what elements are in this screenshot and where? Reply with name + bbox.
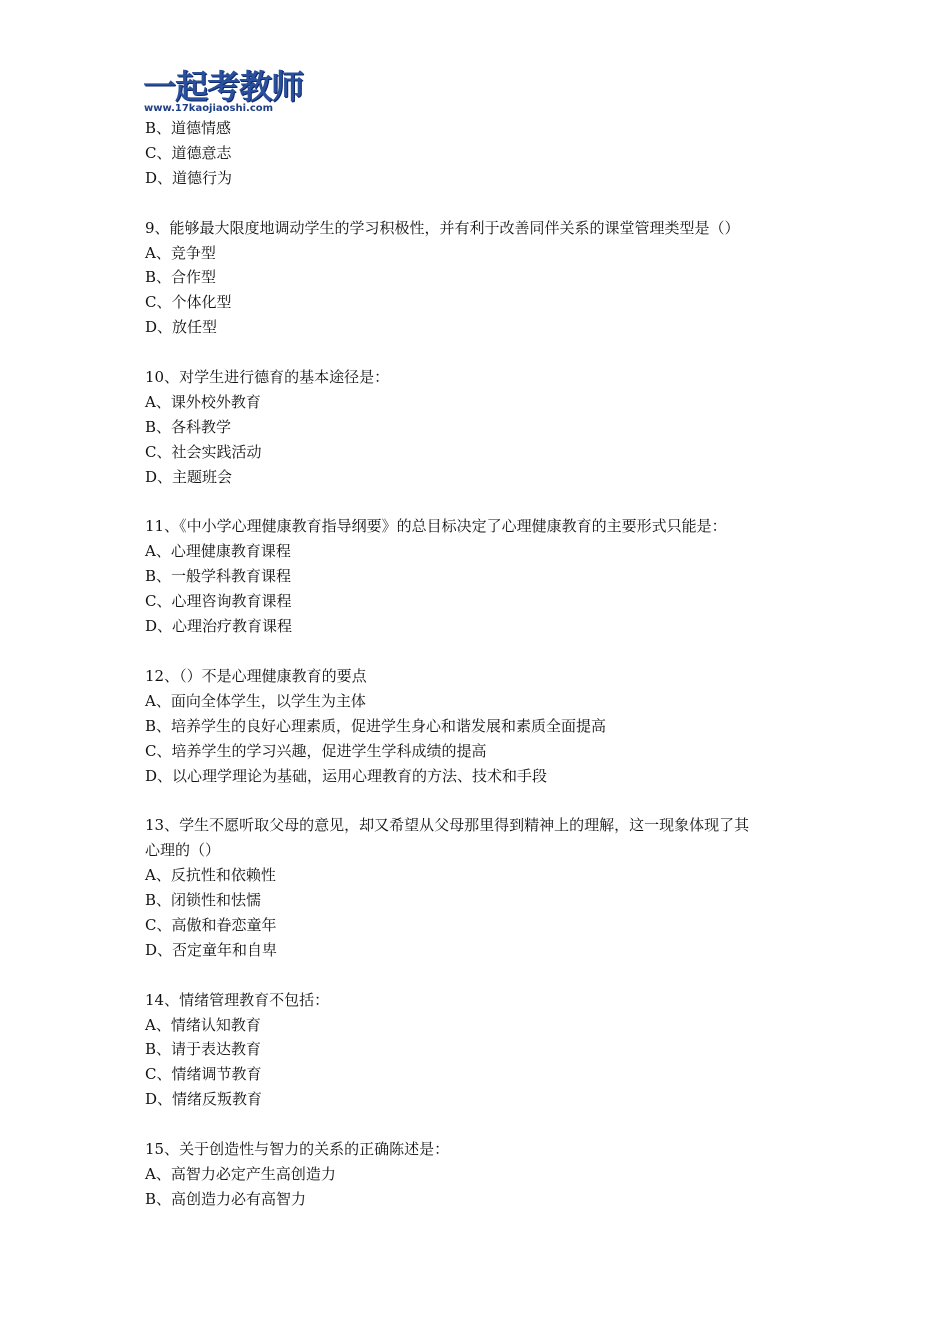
question-stem: 10、对学生进行德育的基本途径是： bbox=[145, 368, 390, 387]
option-line: C、情绪调节教育 bbox=[145, 1065, 262, 1084]
option-line: A、高智力必定产生高创造力 bbox=[145, 1164, 336, 1183]
option-line: B、合作型 bbox=[145, 268, 217, 287]
question-stem: 13、学生不愿听取父母的意见，却又希望从父母那里得到精神上的理解，这一现象体现了其 bbox=[145, 816, 750, 835]
question-14 bbox=[145, 988, 825, 1113]
option-line: B、一般学科教育课程 bbox=[145, 567, 292, 586]
option-line: A、心理健康教育课程 bbox=[145, 542, 291, 561]
option-line: A、竞争型 bbox=[145, 243, 216, 262]
option-line: D、放任型 bbox=[145, 318, 218, 337]
question-stem: 14、情绪管理教育不包括： bbox=[145, 990, 330, 1009]
brand-logo bbox=[143, 67, 308, 116]
option-line: C、社会实践活动 bbox=[145, 442, 262, 461]
option-line: C、个体化型 bbox=[145, 293, 232, 312]
option-line: D、情绪反叛教育 bbox=[145, 1090, 263, 1109]
question-10 bbox=[145, 365, 825, 490]
option-line: A、反抗性和依赖性 bbox=[145, 866, 276, 885]
option-line: C、道德意志 bbox=[145, 143, 232, 162]
logo-text: 一起考教师 bbox=[143, 67, 303, 106]
question-12 bbox=[145, 664, 825, 789]
question-stem: 15、关于创造性与智力的关系的正确陈述是： bbox=[145, 1140, 450, 1159]
option-line: D、道德行为 bbox=[145, 168, 233, 187]
question-13 bbox=[145, 813, 825, 962]
leading-options bbox=[145, 116, 825, 191]
option-line: B、请于表达教育 bbox=[145, 1040, 262, 1059]
option-line: D、主题班会 bbox=[145, 467, 233, 486]
option-line: B、高创造力必有高智力 bbox=[145, 1189, 307, 1208]
option-line: B、培养学生的良好心理素质，促进学生身心和谐发展和素质全面提高 bbox=[145, 716, 607, 735]
option-line: C、高傲和眷恋童年 bbox=[145, 915, 277, 934]
question-stem-continued: 心理的（） bbox=[145, 841, 221, 860]
option-line: B、道德情感 bbox=[145, 119, 232, 137]
question-11 bbox=[145, 514, 825, 639]
logo-url: www.17kaojiaoshi.com bbox=[144, 103, 274, 114]
option-line: C、心理咨询教育课程 bbox=[145, 592, 292, 611]
document-body bbox=[145, 116, 825, 1212]
option-line: B、闭锁性和怯懦 bbox=[145, 891, 262, 910]
question-15 bbox=[145, 1137, 825, 1212]
option-line: A、面向全体学生，以学生为主体 bbox=[145, 691, 366, 710]
option-line: D、以心理学理论为基础，运用心理教育的方法、技术和手段 bbox=[145, 766, 548, 785]
question-9 bbox=[145, 216, 825, 341]
option-line: A、情绪认知教育 bbox=[145, 1015, 261, 1034]
question-stem: 9、能够最大限度地调动学生的学习积极性，并有利于改善同伴关系的课堂管理类型是（） bbox=[145, 218, 740, 237]
option-line: C、培养学生的学习兴趣，促进学生学科成绩的提高 bbox=[145, 741, 487, 760]
option-line: D、心理治疗教育课程 bbox=[145, 617, 293, 636]
question-stem: 12、（）不是心理健康教育的要点 bbox=[145, 666, 367, 685]
option-line: B、各科教学 bbox=[145, 417, 232, 436]
option-line: D、否定童年和自卑 bbox=[145, 940, 278, 959]
question-stem: 11、《中小学心理健康教育指导纲要》的总目标决定了心理健康教育的主要形式只能是： bbox=[145, 517, 727, 536]
option-line: A、课外校外教育 bbox=[145, 392, 261, 411]
